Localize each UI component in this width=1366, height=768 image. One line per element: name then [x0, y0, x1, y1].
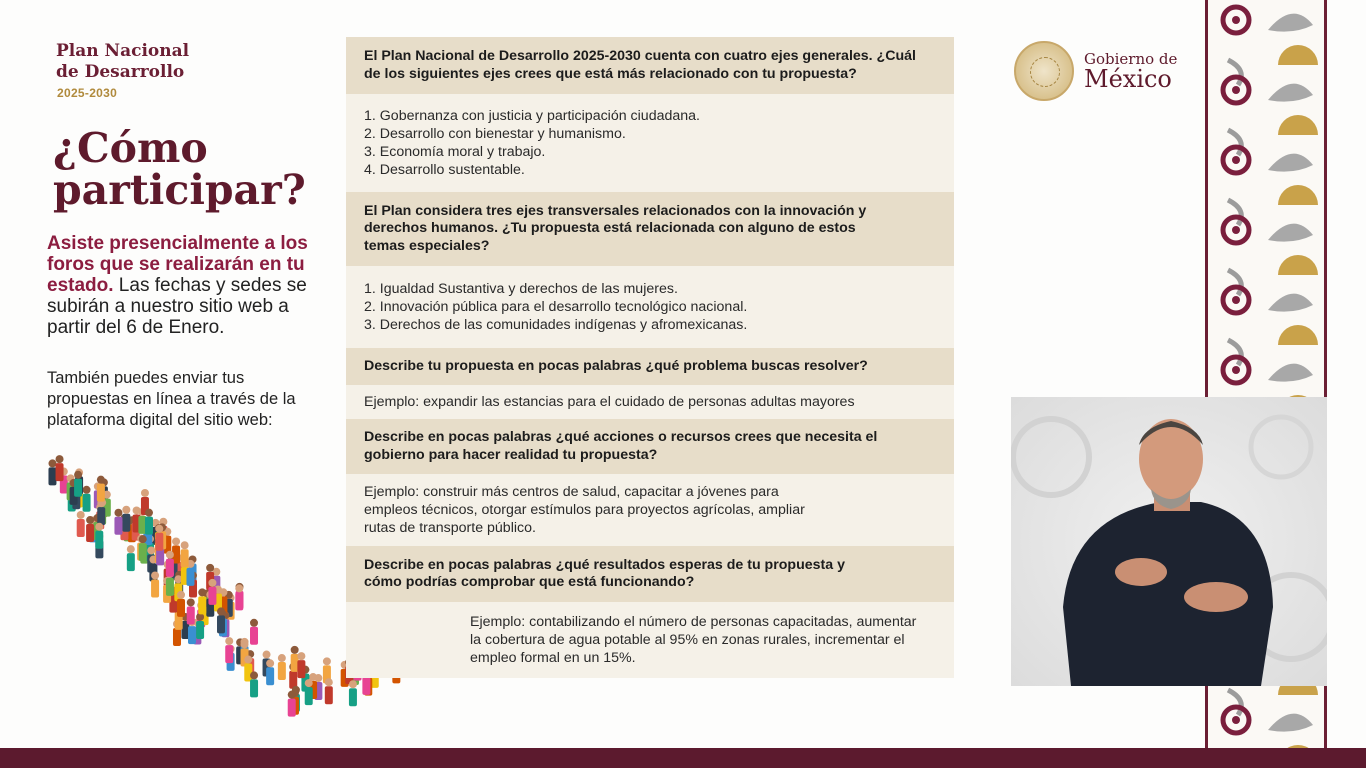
- crowd-person: [208, 587, 216, 605]
- crowd-person-head: [225, 637, 233, 645]
- crowd-person: [196, 621, 204, 639]
- answer-1: [346, 94, 954, 192]
- crowd-person-head: [74, 471, 82, 479]
- crowd-person-head: [278, 654, 286, 662]
- crowd-person: [166, 578, 174, 596]
- crowd-person-head: [250, 671, 258, 679]
- crowd-person-head: [297, 652, 305, 660]
- crowd-person-head: [177, 591, 185, 599]
- crowd-person: [74, 479, 82, 497]
- crowd-person: [188, 626, 196, 644]
- crowd-person-head: [147, 546, 155, 554]
- crowd-person-head: [208, 579, 216, 587]
- crowd-person: [325, 686, 333, 704]
- crowd-person: [266, 667, 274, 685]
- crowd-person: [95, 531, 103, 549]
- crowd-person-head: [86, 516, 94, 524]
- heading-line1: ¿Cómo: [53, 124, 208, 172]
- crowd-person: [225, 645, 233, 663]
- question-2: [346, 192, 954, 266]
- crowd-person-head: [323, 657, 331, 665]
- crowd-person: [155, 533, 163, 551]
- sign-language-interpreter-video: [1011, 397, 1327, 686]
- crowd-person: [305, 687, 313, 705]
- attend-rest: Las fechas y sedes se subirán a nuestro sitio web a partir del 6 de Enero.: [47, 275, 307, 338]
- crowd-person-head: [244, 656, 252, 664]
- crowd-person-head: [181, 541, 189, 549]
- crowd-person: [166, 559, 174, 577]
- gobierno-logo: [1014, 41, 1184, 101]
- flower-center-icon: [1232, 16, 1240, 24]
- crowd-person: [122, 514, 130, 532]
- crowd-person: [173, 628, 181, 646]
- plan-logo-text: [56, 41, 189, 83]
- crowd-person: [217, 615, 225, 633]
- answer-4-text: Ejemplo: construir más centros de salud, capacitar a jóvenes para empleos técnicos, otorgar estímulos para proyectos agrícolas, ampliar rutas de transporte público.: [364, 484, 805, 536]
- flower-center-icon: [1232, 156, 1240, 164]
- crowd-person: [56, 463, 64, 481]
- interpreter-figure: [1011, 397, 1327, 686]
- heading-line2: participar?: [53, 166, 306, 214]
- question-1-text: El Plan Nacional de Desarrollo 2025-2030 cuenta con cuatro ejes generales. ¿Cuál de los siguientes ejes crees que está más relacionado con tu propuesta?: [364, 48, 916, 82]
- crowd-person-head: [122, 506, 130, 514]
- online-paragraph: También puedes enviar tus propuestas en línea a través de la plataforma digital del sitio web:: [47, 369, 296, 429]
- flower-center-icon: [1232, 296, 1240, 304]
- crowd-person: [48, 467, 56, 485]
- answer-5: [346, 602, 954, 678]
- leaf-icon: [1268, 84, 1313, 102]
- fan-flower-icon: [1278, 185, 1318, 205]
- gov-line1: Gobierno de: [1084, 50, 1178, 68]
- gov-line2: México: [1084, 65, 1172, 93]
- question-2-text: El Plan considera tres ejes transversales relacionados con la innovación y derechos humanos. ¿Tu propuesta está relacionada con alguno de estos temas especiales?: [364, 202, 867, 254]
- flower-center-icon: [1232, 716, 1240, 724]
- crowd-person-head: [151, 571, 159, 579]
- crowd-person: [288, 699, 296, 717]
- crowd-person: [362, 677, 370, 695]
- leaf-icon: [1268, 294, 1313, 312]
- question-3: [346, 348, 954, 385]
- answer-1-list: [364, 107, 700, 179]
- question-1: [346, 37, 954, 94]
- crowd-person: [139, 543, 147, 561]
- crowd-person: [83, 494, 91, 512]
- plan-title-line1: Plan Nacional: [56, 41, 190, 61]
- leaf-icon: [1268, 154, 1313, 172]
- list-item: 2. Innovación pública para el desarrollo tecnológico nacional.: [364, 299, 748, 315]
- answer-5-text: Ejemplo: contabilizando el número de personas capacitadas, aumentar la cobertura de agua potable al 95% en zonas rurales, incrementar el empleo formal en un 15%.: [470, 614, 917, 666]
- crowd-person: [127, 553, 135, 571]
- crowd-person-head: [305, 679, 313, 687]
- list-item: 1. Gobernanza con justicia y participación ciudadana.: [364, 108, 700, 124]
- flower-center-icon: [1232, 86, 1240, 94]
- crowd-person-head: [198, 588, 206, 596]
- crowd-person-head: [56, 455, 64, 463]
- crowd-person-head: [291, 646, 299, 654]
- attend-highlight: Asiste presencialmente a los foros que se realizarán en tu estado.: [47, 233, 308, 296]
- leaf-icon: [1268, 364, 1313, 382]
- question-5: [346, 546, 954, 602]
- crowd-person-head: [250, 619, 258, 627]
- crowd-person-head: [97, 476, 105, 484]
- crowd-person-head: [95, 523, 103, 531]
- question-5-text: Describe en pocas palabras ¿qué resultados esperas de tu propuesta y cómo podrías comprobar que está funcionando?: [364, 556, 845, 590]
- crowd-person: [187, 606, 195, 624]
- crowd-person: [97, 507, 105, 525]
- answer-3-text: Ejemplo: expandir las estancias para el cuidado de personas adultas mayores: [364, 394, 855, 410]
- fan-flower-icon: [1278, 255, 1318, 275]
- crowd-person-head: [206, 564, 214, 572]
- crowd-person: [250, 627, 258, 645]
- crowd-person-head: [217, 607, 225, 615]
- crowd-person-head: [114, 509, 122, 517]
- crowd-person: [235, 592, 243, 610]
- question-4: [346, 419, 954, 474]
- national-seal-icon: [1014, 41, 1074, 101]
- crowd-person-head: [235, 584, 243, 592]
- crowd-person-head: [187, 598, 195, 606]
- flower-center-icon: [1232, 226, 1240, 234]
- list-item: 2. Desarrollo con bienestar y humanismo.: [364, 126, 626, 142]
- crowd-person: [297, 660, 305, 678]
- crowd-person-head: [141, 489, 149, 497]
- crowd-person: [186, 568, 194, 586]
- crowd-person: [278, 662, 286, 680]
- crowd-person: [250, 679, 258, 697]
- question-4-text: Describe en pocas palabras ¿qué acciones o recursos crees que necesita el gobierno para hacer realidad tu propuesta?: [364, 429, 878, 463]
- crowd-person: [145, 517, 153, 535]
- crowd-person-head: [48, 459, 56, 467]
- crowd-person-head: [155, 525, 163, 533]
- crowd-person: [86, 524, 94, 542]
- fan-flower-icon: [1278, 325, 1318, 345]
- left-column: [0, 0, 340, 748]
- crowd-person: [198, 596, 206, 614]
- fan-flower-icon: [1278, 45, 1318, 65]
- answer-4: [346, 474, 954, 546]
- crowd-person-head: [241, 640, 249, 648]
- crowd-person-head: [145, 509, 153, 517]
- crowd-person-head: [325, 678, 333, 686]
- question-3-text: Describe tu propuesta en pocas palabras ¿qué problema buscas resolver?: [364, 357, 868, 374]
- crowd-person-head: [263, 651, 271, 659]
- crowd-person-head: [166, 551, 174, 559]
- crowd-person: [151, 579, 159, 597]
- page-heading: [53, 124, 306, 214]
- plan-years: 2025-2030: [57, 86, 118, 100]
- questions-panel: [346, 37, 954, 678]
- crowd-person: [177, 599, 185, 617]
- list-item: 4. Desarrollo sustentable.: [364, 162, 525, 178]
- crowd-person: [77, 519, 85, 537]
- crowd-person: [244, 664, 252, 682]
- crowd-person: [114, 517, 122, 535]
- crowd-person: [349, 688, 357, 706]
- list-item: 3. Economía moral y trabajo.: [364, 144, 546, 160]
- list-item: 3. Derechos de las comunidades indígenas y afromexicanas.: [364, 317, 748, 333]
- bottom-bar: [0, 748, 1366, 768]
- crowd-person-head: [127, 545, 135, 553]
- leaf-icon: [1268, 224, 1313, 242]
- answer-2: [346, 266, 954, 348]
- attend-paragraph: [47, 233, 337, 338]
- crowd-person-head: [266, 659, 274, 667]
- crowd-person-head: [139, 535, 147, 543]
- answer-2-list: [364, 280, 747, 334]
- flower-center-icon: [1232, 366, 1240, 374]
- crowd-person-head: [288, 691, 296, 699]
- answer-3: [346, 385, 954, 419]
- crowd-person-head: [349, 680, 357, 688]
- crowd-person-head: [83, 486, 91, 494]
- fan-flower-icon: [1278, 115, 1318, 135]
- plan-title-line2: de Desarrollo: [56, 62, 185, 82]
- crowd-person: [97, 484, 105, 502]
- list-item: 1. Igualdad Sustantiva y derechos de las mujeres.: [364, 281, 678, 297]
- leaf-icon: [1268, 714, 1313, 732]
- crowd-person: [181, 549, 189, 567]
- crowd-person-head: [172, 537, 180, 545]
- leaf-icon: [1268, 14, 1313, 32]
- crowd-person-head: [77, 511, 85, 519]
